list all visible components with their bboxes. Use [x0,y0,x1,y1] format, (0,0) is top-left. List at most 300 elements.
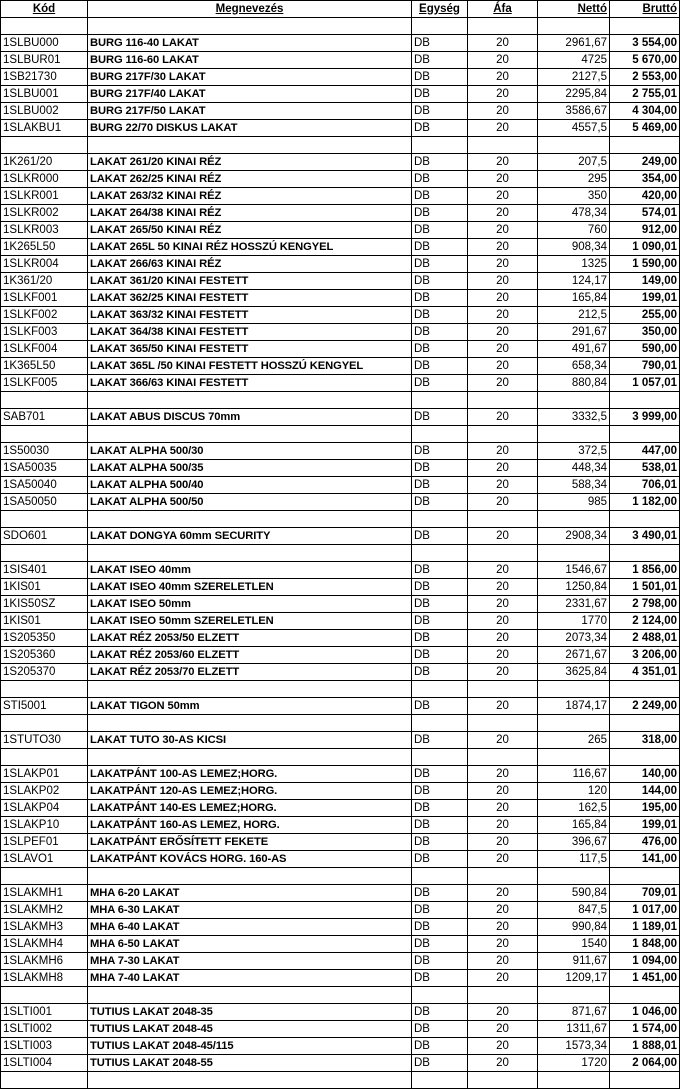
product-name: MHA 6-40 LAKAT [88,919,412,936]
product-code [1,868,88,885]
table-row [1,205,680,222]
table-row [1,443,680,460]
product-code: 1K261/20 [1,154,88,171]
product-name: LAKATPÁNT 140-ES LEMEZ;HORG. [88,800,412,817]
product-name [88,749,412,766]
product-name: LAKAT 361/20 KINAI FESTETT [88,273,412,290]
product-code [1,545,88,562]
gross-price [610,681,680,698]
product-code: 1SLKF001 [1,290,88,307]
product-code: 1KIS01 [1,613,88,630]
gross-price [610,137,680,154]
unit [412,426,468,443]
net-price: 478,34 [538,205,610,222]
gross-price: 2 488,01 [610,630,680,647]
table-row [1,120,680,137]
net-price [538,545,610,562]
vat-rate: 20 [468,103,538,120]
product-name: BURG 217F/40 LAKAT [88,86,412,103]
table-row [1,681,680,698]
product-code: 1SLKF002 [1,307,88,324]
net-price: 3586,67 [538,103,610,120]
net-price: 491,67 [538,341,610,358]
net-price: 1209,17 [538,970,610,987]
unit [412,545,468,562]
table-row [1,766,680,783]
product-code: 1S205360 [1,647,88,664]
product-name: LAKAT ISEO 40mm [88,562,412,579]
table-row [1,562,680,579]
unit: DB [412,1055,468,1072]
vat-rate: 20 [468,477,538,494]
table-row [1,834,680,851]
table-row [1,409,680,426]
product-name: BURG 217F/30 LAKAT [88,69,412,86]
product-name: LAKAT 365/50 KINAI FESTETT [88,341,412,358]
unit: DB [412,630,468,647]
product-code: 1SLAKMH1 [1,885,88,902]
product-code [1,18,88,35]
unit [412,749,468,766]
gross-price: 709,01 [610,885,680,902]
unit [412,715,468,732]
unit: DB [412,324,468,341]
gross-price: 1 888,01 [610,1038,680,1055]
table-row [1,664,680,681]
unit: DB [412,409,468,426]
net-price: 1770 [538,613,610,630]
table-row [1,137,680,154]
product-name: LAKAT TIGON 50mm [88,698,412,715]
net-price: 4725 [538,52,610,69]
vat-rate: 20 [468,1004,538,1021]
gross-price: 1 451,00 [610,970,680,987]
vat-rate [468,511,538,528]
gross-price: 255,00 [610,307,680,324]
product-code: 1SLBUR01 [1,52,88,69]
gross-price [610,545,680,562]
vat-rate [468,137,538,154]
product-code: 1SLAKBU1 [1,120,88,137]
unit: DB [412,1021,468,1038]
vat-rate: 20 [468,358,538,375]
unit: DB [412,222,468,239]
product-name: LAKAT 265/50 KINAI RÉZ [88,222,412,239]
table-row [1,868,680,885]
product-code [1,987,88,1004]
product-code: 1SLKR003 [1,222,88,239]
vat-rate: 20 [468,647,538,664]
unit: DB [412,35,468,52]
gross-price: 3 554,00 [610,35,680,52]
table-row [1,970,680,987]
unit: DB [412,783,468,800]
product-name: LAKAT 364/38 KINAI FESTETT [88,324,412,341]
gross-price: 2 755,01 [610,86,680,103]
product-name: BURG 116-40 LAKAT [88,35,412,52]
gross-price: 1 189,01 [610,919,680,936]
table-row [1,596,680,613]
vat-rate: 20 [468,970,538,987]
table-row [1,290,680,307]
net-price: 1311,67 [538,1021,610,1038]
table-row [1,647,680,664]
gross-price: 1 094,00 [610,953,680,970]
product-name: MHA 6-20 LAKAT [88,885,412,902]
header-megnevezes: Megnevezés [88,1,412,18]
vat-rate [468,18,538,35]
table-row [1,783,680,800]
product-name: TUTIUS LAKAT 2048-55 [88,1055,412,1072]
product-code: 1SLAKMH6 [1,953,88,970]
vat-rate: 20 [468,766,538,783]
gross-price: 1 182,00 [610,494,680,511]
gross-price: 141,00 [610,851,680,868]
net-price: 760 [538,222,610,239]
product-code: SAB701 [1,409,88,426]
table-row [1,749,680,766]
product-code: 1SA50040 [1,477,88,494]
gross-price [610,392,680,409]
net-price [538,749,610,766]
gross-price: 1 501,01 [610,579,680,596]
unit: DB [412,851,468,868]
table-row [1,545,680,562]
unit: DB [412,256,468,273]
product-name: LAKAT 366/63 KINAI FESTETT [88,375,412,392]
header-kod: Kód [1,1,88,18]
product-name: LAKAT ABUS DISCUS 70mm [88,409,412,426]
net-price: 908,34 [538,239,610,256]
gross-price: 1 574,00 [610,1021,680,1038]
product-code [1,137,88,154]
net-price: 396,67 [538,834,610,851]
vat-rate [468,715,538,732]
net-price: 4557,5 [538,120,610,137]
product-code: 1SLAKP10 [1,817,88,834]
net-price: 1874,17 [538,698,610,715]
gross-price [610,18,680,35]
unit: DB [412,834,468,851]
vat-rate: 20 [468,953,538,970]
product-name: LAKAT ISEO 40mm SZERELETLEN [88,579,412,596]
gross-price [610,715,680,732]
net-price: 124,17 [538,273,610,290]
product-code: 1SLTI003 [1,1038,88,1055]
net-price: 3625,84 [538,664,610,681]
unit: DB [412,970,468,987]
gross-price: 199,01 [610,290,680,307]
table-row [1,613,680,630]
product-code: 1K265L50 [1,239,88,256]
vat-rate: 20 [468,562,538,579]
product-code: 1SLBU002 [1,103,88,120]
gross-price: 4 351,01 [610,664,680,681]
product-code: 1KIS01 [1,579,88,596]
vat-rate [468,868,538,885]
table-row [1,1055,680,1072]
gross-price: 2 064,00 [610,1055,680,1072]
net-price: 207,5 [538,154,610,171]
unit: DB [412,290,468,307]
vat-rate: 20 [468,698,538,715]
table-row [1,392,680,409]
net-price: 990,84 [538,919,610,936]
product-name: LAKAT ALPHA 500/50 [88,494,412,511]
unit: DB [412,936,468,953]
net-price: 448,34 [538,460,610,477]
gross-price [610,749,680,766]
vat-rate [468,1072,538,1089]
product-name: MHA 7-40 LAKAT [88,970,412,987]
vat-rate: 20 [468,222,538,239]
gross-price: 5 469,00 [610,120,680,137]
gross-price: 2 553,00 [610,69,680,86]
product-name: LAKAT 264/38 KINAI RÉZ [88,205,412,222]
product-name: LAKAT 263/32 KINAI RÉZ [88,188,412,205]
table-row [1,188,680,205]
unit: DB [412,341,468,358]
unit: DB [412,239,468,256]
product-name [88,511,412,528]
gross-price: 5 670,00 [610,52,680,69]
gross-price [610,426,680,443]
product-code: SDO601 [1,528,88,545]
product-name [88,18,412,35]
vat-rate: 20 [468,528,538,545]
unit: DB [412,154,468,171]
product-code: 1SLKR001 [1,188,88,205]
table-row [1,885,680,902]
table-row [1,715,680,732]
net-price [538,18,610,35]
unit [412,987,468,1004]
product-name: BURG 22/70 DISKUS LAKAT [88,120,412,137]
vat-rate: 20 [468,851,538,868]
net-price: 162,5 [538,800,610,817]
net-price: 3332,5 [538,409,610,426]
product-code: 1SLAKMH2 [1,902,88,919]
vat-rate: 20 [468,256,538,273]
unit [412,1072,468,1089]
gross-price: 574,01 [610,205,680,222]
table-row [1,919,680,936]
product-name: LAKAT 365L /50 KINAI FESTETT HOSSZÚ KENGYEL [88,358,412,375]
unit: DB [412,171,468,188]
table-row [1,511,680,528]
product-name: TUTIUS LAKAT 2048-45/115 [88,1038,412,1055]
vat-rate: 20 [468,579,538,596]
net-price: 2961,67 [538,35,610,52]
vat-rate: 20 [468,1055,538,1072]
gross-price: 149,00 [610,273,680,290]
product-code: 1SLKF005 [1,375,88,392]
table-row [1,154,680,171]
unit [412,392,468,409]
net-price: 295 [538,171,610,188]
product-code: 1K361/20 [1,273,88,290]
vat-rate: 20 [468,188,538,205]
net-price [538,987,610,1004]
unit: DB [412,494,468,511]
gross-price: 140,00 [610,766,680,783]
gross-price: 2 798,00 [610,596,680,613]
product-code: 1S205350 [1,630,88,647]
product-name: MHA 6-30 LAKAT [88,902,412,919]
product-code [1,1072,88,1089]
gross-price: 538,01 [610,460,680,477]
vat-rate: 20 [468,120,538,137]
gross-price: 1 848,00 [610,936,680,953]
unit [412,137,468,154]
net-price: 265 [538,732,610,749]
product-name: LAKAT ALPHA 500/35 [88,460,412,477]
product-name [88,987,412,1004]
table-row [1,902,680,919]
product-code: 1SLAKMH4 [1,936,88,953]
table-row [1,987,680,1004]
unit: DB [412,358,468,375]
net-price: 2908,34 [538,528,610,545]
vat-rate: 20 [468,443,538,460]
unit: DB [412,375,468,392]
product-name [88,868,412,885]
product-code: 1SIS401 [1,562,88,579]
unit: DB [412,69,468,86]
unit: DB [412,664,468,681]
net-price [538,511,610,528]
table-row [1,222,680,239]
vat-rate: 20 [468,902,538,919]
unit: DB [412,188,468,205]
table-body [1,18,680,1089]
table-row [1,426,680,443]
gross-price: 706,01 [610,477,680,494]
gross-price: 3 999,00 [610,409,680,426]
product-name: LAKAT DONGYA 60mm SECURITY [88,528,412,545]
table-row [1,800,680,817]
product-code: 1SLKF004 [1,341,88,358]
gross-price: 476,00 [610,834,680,851]
unit: DB [412,443,468,460]
product-code: 1KIS50SZ [1,596,88,613]
net-price: 871,67 [538,1004,610,1021]
table-row [1,1021,680,1038]
net-price: 658,34 [538,358,610,375]
product-name [88,1072,412,1089]
vat-rate: 20 [468,273,538,290]
table-row [1,477,680,494]
gross-price: 199,01 [610,817,680,834]
net-price [538,681,610,698]
table-row [1,256,680,273]
unit: DB [412,86,468,103]
net-price [538,1072,610,1089]
table-row [1,630,680,647]
vat-rate [468,426,538,443]
product-name [88,392,412,409]
unit: DB [412,307,468,324]
net-price: 291,67 [538,324,610,341]
product-code [1,511,88,528]
net-price: 1720 [538,1055,610,1072]
product-code: 1SLKR000 [1,171,88,188]
net-price [538,868,610,885]
header-egyseg: Egység [412,1,468,18]
table-row [1,103,680,120]
vat-rate [468,545,538,562]
gross-price: 912,00 [610,222,680,239]
gross-price: 3 206,00 [610,647,680,664]
vat-rate: 20 [468,494,538,511]
net-price: 2295,84 [538,86,610,103]
product-name [88,681,412,698]
product-code: 1SLTI004 [1,1055,88,1072]
product-name: LAKAT 265L 50 KINAI RÉZ HOSSZÚ KENGYEL [88,239,412,256]
vat-rate: 20 [468,460,538,477]
unit: DB [412,1004,468,1021]
unit [412,681,468,698]
net-price: 212,5 [538,307,610,324]
gross-price: 1 590,00 [610,256,680,273]
net-price: 588,34 [538,477,610,494]
product-name: LAKAT RÉZ 2053/70 ELZETT [88,664,412,681]
vat-rate: 20 [468,375,538,392]
product-name: TUTIUS LAKAT 2048-45 [88,1021,412,1038]
product-code: 1SLBU001 [1,86,88,103]
gross-price [610,868,680,885]
product-name: LAKAT 362/25 KINAI FESTETT [88,290,412,307]
product-name: LAKAT 363/32 KINAI FESTETT [88,307,412,324]
net-price: 2671,67 [538,647,610,664]
table-row [1,1004,680,1021]
product-name [88,426,412,443]
product-name: LAKATPÁNT 100-AS LEMEZ;HORG. [88,766,412,783]
product-name: MHA 6-50 LAKAT [88,936,412,953]
product-code [1,715,88,732]
gross-price: 249,00 [610,154,680,171]
header-netto: Nettó [538,1,610,18]
product-code [1,749,88,766]
net-price: 117,5 [538,851,610,868]
unit: DB [412,273,468,290]
product-name: LAKAT RÉZ 2053/50 ELZETT [88,630,412,647]
vat-rate: 20 [468,613,538,630]
table-row [1,239,680,256]
product-code: 1SLPEF01 [1,834,88,851]
table-row [1,341,680,358]
product-name: LAKATPÁNT 120-AS LEMEZ;HORG. [88,783,412,800]
net-price: 590,84 [538,885,610,902]
product-name: LAKAT ALPHA 500/40 [88,477,412,494]
vat-rate: 20 [468,35,538,52]
gross-price: 354,00 [610,171,680,188]
product-code: 1SLBU000 [1,35,88,52]
product-name: MHA 7-30 LAKAT [88,953,412,970]
unit: DB [412,460,468,477]
gross-price: 590,00 [610,341,680,358]
product-code: STI5001 [1,698,88,715]
vat-rate: 20 [468,817,538,834]
table-row [1,936,680,953]
product-name [88,545,412,562]
net-price [538,715,610,732]
product-name: LAKAT 262/25 KINAI RÉZ [88,171,412,188]
gross-price: 3 490,01 [610,528,680,545]
table-row [1,86,680,103]
unit: DB [412,596,468,613]
table-row [1,817,680,834]
